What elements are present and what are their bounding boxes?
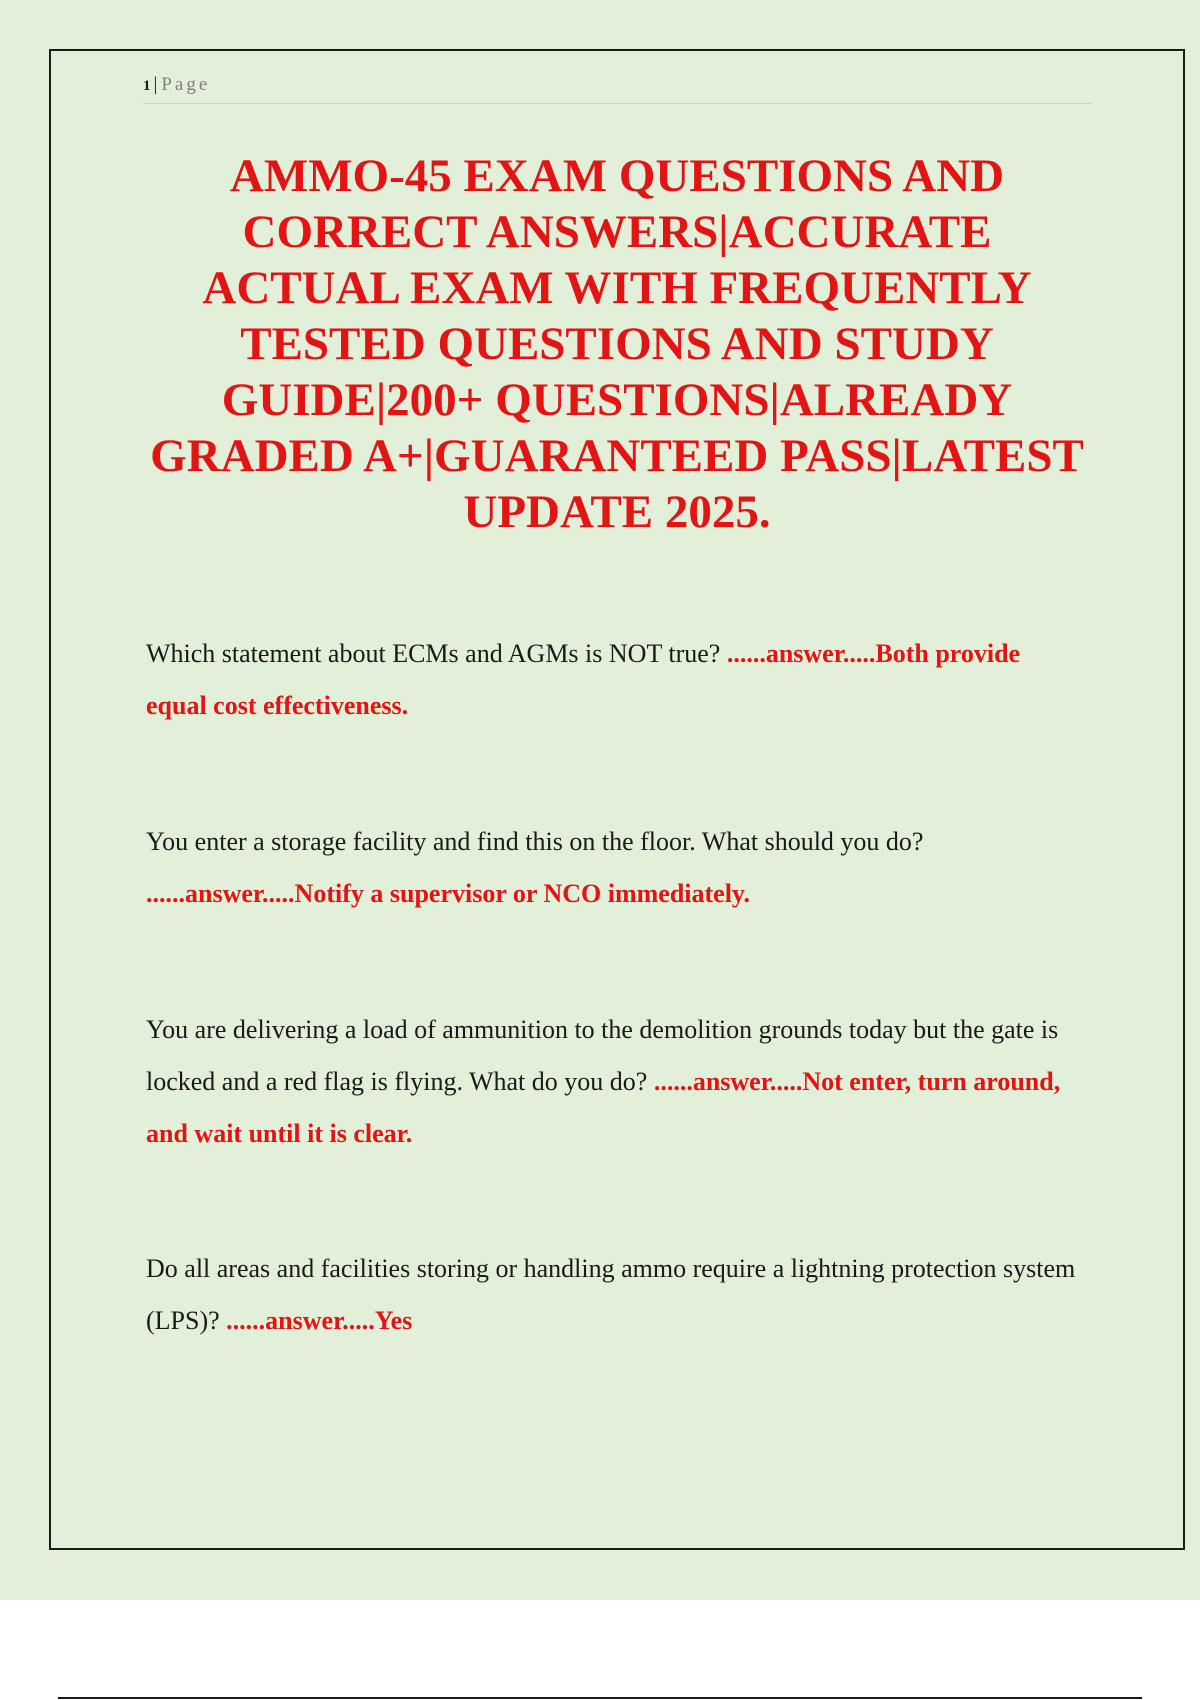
answer-text: ......answer.....Yes xyxy=(226,1306,413,1335)
answer-text: ......answer.....Notify a supervisor or NCO immediately. xyxy=(146,879,750,908)
question-text: You are delivering a load of ammunition to the demolition grounds today but the gate is locked and a red flag is flying. What do you do? xyxy=(146,1015,1059,1096)
question-text: Which statement about ECMs and AGMs is NOT true? xyxy=(146,639,727,668)
qa-item-2 xyxy=(146,816,1086,920)
page-separator: | xyxy=(153,74,158,95)
answer-text: ......answer.....Both provide equal cost effectiveness. xyxy=(146,639,1021,720)
qa-item-4 xyxy=(146,1243,1086,1347)
document-title: AMMO-45 EXAM QUESTIONS AND CORRECT ANSWERS|ACCURATE ACTUAL EXAM WITH FREQUENTLY TESTED QUESTIONS AND STUDY GUIDE|200+ QUESTIONS|ALREADY GRADED A+|GUARANTEED PASS|LATEST UPDATE 2025. xyxy=(150,150,1084,538)
qa-item-1 xyxy=(146,628,1086,732)
qa-item-3 xyxy=(146,1004,1086,1160)
page-number: 1 xyxy=(143,78,151,94)
bottom-divider xyxy=(58,1697,1142,1699)
question-text: You enter a storage facility and find this on the floor. What should you do? xyxy=(146,827,924,856)
question-text: Do all areas and facilities storing or handling ammo require a lightning protection system (LPS)? xyxy=(146,1254,1076,1335)
page-label: Page xyxy=(161,74,211,95)
answer-text: ......answer.....Not enter, turn around, and wait until it is clear. xyxy=(146,1067,1061,1148)
page-header xyxy=(143,74,1091,104)
